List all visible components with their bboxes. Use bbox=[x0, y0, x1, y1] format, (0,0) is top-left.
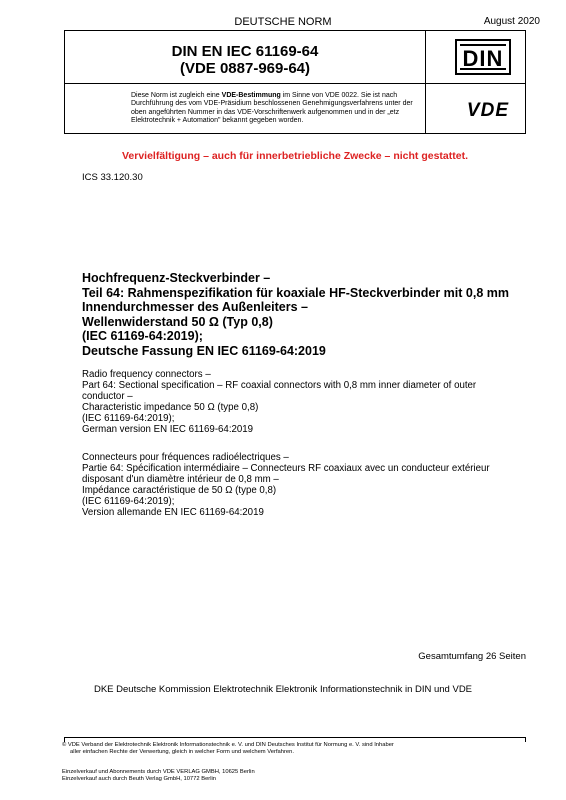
copyright-notice bbox=[62, 742, 532, 756]
sales-line: Einzelverkauf und Abonnements durch VDE VERLAG GMBH, 10625 Berlin bbox=[62, 769, 255, 775]
vde-logo: VDE bbox=[466, 100, 509, 121]
title-en-line: German version EN IEC 61169-64:2019 bbox=[82, 424, 254, 435]
title-de-line: Deutsche Fassung EN IEC 61169-64:2019 bbox=[82, 343, 326, 358]
total-pages: Gesamtumfang 26 Seiten bbox=[418, 651, 526, 662]
title-de-line: (IEC 61169-64:2019); bbox=[82, 329, 203, 343]
standard-type: DEUTSCHE NORM bbox=[234, 16, 332, 28]
title-en-line: conductor – bbox=[82, 391, 133, 402]
title-en-line: Characteristic impedance 50 Ω (type 0,8) bbox=[82, 402, 259, 413]
vde-box bbox=[64, 84, 526, 134]
title-fr-line: disposant d'un diamètre intérieur de 0,8 mm – bbox=[82, 474, 279, 485]
footer-divider bbox=[64, 737, 526, 738]
ics-code: ICS 33.120.30 bbox=[82, 172, 143, 183]
title-english bbox=[82, 369, 532, 435]
title-en-line: Radio frequency connectors – bbox=[82, 369, 211, 380]
vde-statement: Diese Norm ist zugleich eine VDE-Bestimmung im Sinne von VDE 0022. Sie ist nach Durchführung des vom VDE-Präsidium beschlossenen Genehmigungsverfahrens unter der oben angeführten Nummer in das VDE-Vorschriftenwerk aufgenommen und in der „etz Elektrotechnik + Automation" bekannt gegeben worden. bbox=[131, 92, 413, 125]
standard-number-line2: (VDE 0887-969-64) bbox=[179, 60, 311, 77]
title-german bbox=[82, 271, 532, 358]
dke-committee: DKE Deutsche Kommission Elektrotechnik Elektronik Informationstechnik in DIN und VDE bbox=[93, 684, 473, 695]
title-en-line: Part 64: Sectional specification – RF coaxial connectors with 0,8 mm inner diameter of outer bbox=[82, 380, 477, 391]
din-logo: DIN bbox=[455, 39, 511, 75]
sales-info bbox=[62, 769, 532, 783]
title-fr-line: Partie 64: Spécification intermédiaire – Connecteurs RF coaxiaux avec un conducteur extérieur bbox=[82, 463, 490, 474]
standard-number bbox=[65, 43, 425, 77]
standard-number-line1: DIN EN IEC 61169-64 bbox=[171, 43, 319, 60]
title-box bbox=[64, 30, 526, 84]
copyright-line: © VDE Verband der Elektrotechnik Elektronik Informationstechnik e. V. und DIN Deutsches Institut für Normung e. V. sind Inhaber bbox=[62, 742, 394, 748]
publication-date: August 2020 bbox=[483, 16, 540, 27]
title-de-line: Innendurchmesser des Außenleiters – bbox=[82, 300, 309, 314]
reproduction-warning: Vervielfältigung – auch für innerbetriebliche Zwecke – nicht gestattet. bbox=[121, 150, 468, 162]
title-fr-line: Version allemande EN IEC 61169-64:2019 bbox=[82, 507, 264, 518]
title-french bbox=[82, 452, 532, 518]
vde-divider bbox=[425, 84, 426, 133]
title-fr-line: Connecteurs pour fréquences radioélectriques – bbox=[82, 452, 289, 463]
title-divider bbox=[425, 31, 426, 83]
title-fr-line: Impédance caractéristique de 50 Ω (type 0,8) bbox=[82, 485, 277, 496]
title-de-line: Teil 64: Rahmenspezifikation für koaxiale HF-Steckverbinder mit 0,8 mm bbox=[82, 285, 509, 300]
title-fr-line: (IEC 61169-64:2019); bbox=[82, 496, 175, 507]
sales-line: Einzelverkauf auch durch Beuth Verlag GmbH, 10772 Berlin bbox=[62, 776, 217, 782]
title-de-line: Wellenwiderstand 50 Ω (Typ 0,8) bbox=[82, 314, 273, 329]
title-en-line: (IEC 61169-64:2019); bbox=[82, 413, 175, 424]
copyright-line: aller einfachen Rechte der Verwertung, gleich in welcher Form und welchem Verfahren. bbox=[62, 749, 294, 755]
title-de-line: Hochfrequenz-Steckverbinder – bbox=[82, 271, 271, 285]
